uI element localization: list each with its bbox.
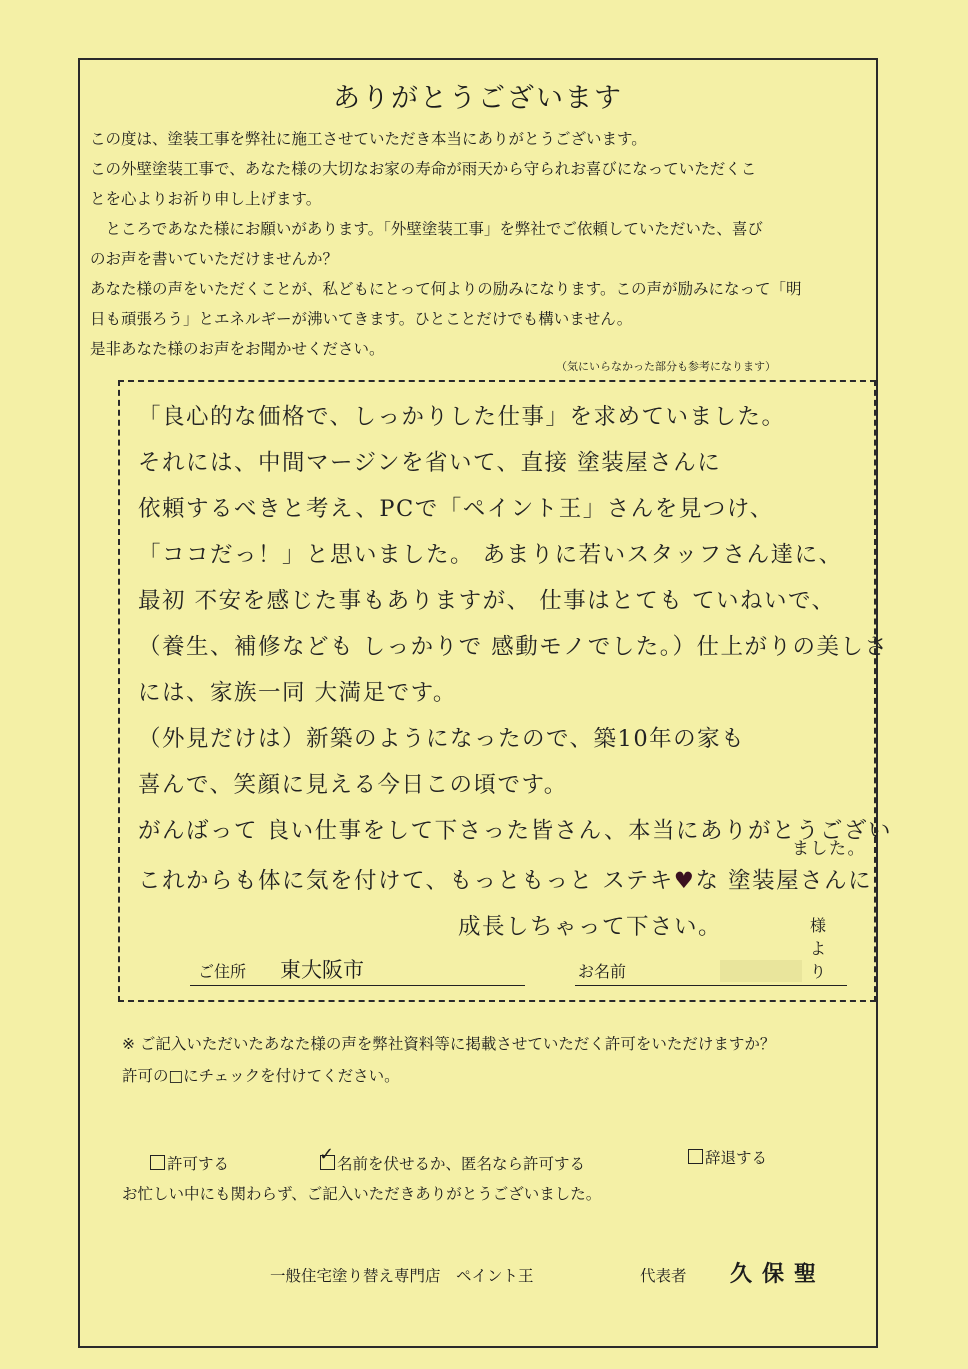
- checkbox-allow[interactable]: [150, 1155, 165, 1170]
- intro-line: のお声を書いていただけませんか？: [90, 250, 339, 268]
- checkbox-decline[interactable]: [688, 1149, 703, 1164]
- letter-line: 「ココだっ！」と思いました。 あまりに若いスタッフさん達に、: [138, 542, 843, 568]
- permission-line: 許可の□にチェックを付けてください。: [122, 1067, 400, 1085]
- intro-line: ところであなた様にお願いがあります。「外壁塗装工事」を弊社でご依頼していただいた、喜び: [105, 220, 763, 238]
- heart-icon: ♥: [673, 868, 696, 894]
- intro-line: あなた様の声をいただくことが、私どもにとって何よりの励みになります。この声が励みになって「明: [90, 280, 802, 298]
- intro-line: 是非あなた様のお声をお聞かせください。: [90, 340, 385, 358]
- option-decline[interactable]: [688, 1146, 767, 1168]
- name-suffix: 様より: [810, 916, 827, 981]
- representative-label: 代表者: [640, 1267, 687, 1285]
- letter-line: （外見だけは）新築のようになったので、築10年の家も: [138, 726, 746, 752]
- letter-line: 成長しちゃって下さい。: [458, 914, 723, 940]
- permission-question: [122, 1028, 775, 1092]
- handwritten-letter-box[interactable]: [118, 380, 893, 1002]
- shop-name: 一般住宅塗り替え専門店 ペイント王: [270, 1267, 534, 1285]
- address-label: ご住所: [198, 962, 247, 981]
- option-decline-label: 辞退する: [705, 1149, 768, 1167]
- letter-line: それには、中間マージンを省いて、直接 塗装屋さんに: [138, 450, 722, 476]
- intro-line: とを心よりお祈り申し上げます。: [90, 190, 322, 208]
- intro-line: この度は、塗装工事を弊社に施工させていただき本当にありがとうございます。: [90, 130, 647, 148]
- checkbox-anonymous[interactable]: [319, 1144, 335, 1170]
- feedback-note: （気にいらなかった部分も参考になります）: [556, 360, 776, 373]
- address-value[interactable]: 東大阪市: [280, 958, 364, 982]
- page-title: ありがとうございます: [333, 83, 623, 114]
- name-redaction: [720, 960, 802, 982]
- name-field-line[interactable]: [575, 985, 847, 986]
- intro-line: この外壁塗装工事で、あなた様の大切なお家の寿命が雨天から守られお喜びになっていただくこ: [90, 160, 757, 178]
- name-label: お名前: [578, 962, 627, 981]
- option-allow-label: 許可する: [167, 1155, 230, 1173]
- letter-line: 「良心的な価格で、しっかりした仕事」を求めていました。: [138, 404, 786, 430]
- option-allow[interactable]: [150, 1152, 229, 1174]
- check-mark-icon: ✓: [319, 1144, 335, 1165]
- thanks-message: お忙しい中にも関わらず、ご記入いただきありがとうございました。: [122, 1185, 602, 1203]
- footer: [270, 1256, 870, 1286]
- permission-options: [150, 1144, 870, 1182]
- letter-line: がんばって 良い仕事をして下さった皆さん、本当にありがとうござい: [138, 818, 893, 844]
- intro-line: 日も頑張ろう」とエネルギーが沸いてきます。ひとことだけでも構いません。: [90, 310, 633, 328]
- representative-signature: 久保聖: [730, 1261, 827, 1287]
- option-anonymous-label: 名前を伏せるか、匿名なら許可する: [337, 1155, 586, 1173]
- letter-line: 依頼するべきと考え、PCで「ペイント王」さんを見つけ、: [138, 496, 774, 522]
- letter-text: これからも体に気を付けて、もっともっと ステキ: [138, 868, 674, 894]
- intro-text: [90, 124, 868, 364]
- letter-line: [138, 858, 873, 904]
- letter-line: （養生、補修なども しっかりで 感動モノでした。）仕上がりの美しさ: [138, 634, 889, 660]
- option-anonymous[interactable]: [319, 1144, 586, 1174]
- letter-line: ました。: [792, 839, 866, 859]
- letter-line: 喜んで、笑顔に見える今日この頃です。: [138, 772, 568, 798]
- survey-sheet: [78, 58, 893, 1348]
- letter-line: 最初 不安を感じた事もありますが、 仕事はとても ていねいで、: [138, 588, 836, 614]
- address-field-line: [190, 985, 525, 986]
- letter-line: には、家族一同 大満足です。: [138, 680, 457, 706]
- handwritten-letter: [138, 394, 893, 950]
- permission-line: ※ ご記入いただいたあなた様の声を弊社資料等に掲載させていただく許可をいただけますか？: [122, 1035, 776, 1053]
- letter-text: な 塗装屋さんに: [695, 868, 873, 894]
